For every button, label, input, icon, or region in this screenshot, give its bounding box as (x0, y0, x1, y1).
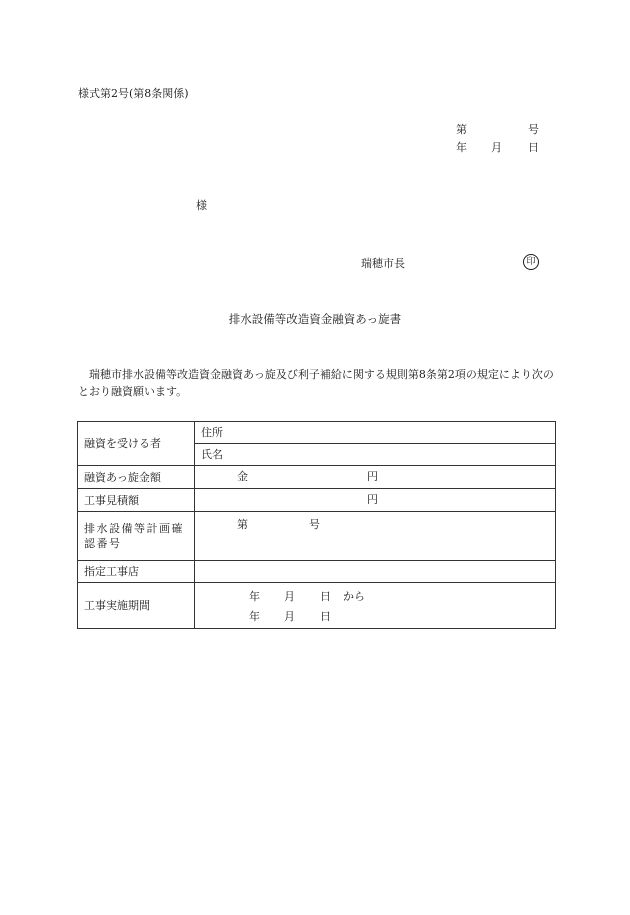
period-label: 工事実施期間 (78, 583, 195, 629)
period-start-year: 年 (249, 590, 260, 603)
loan-amount-label: 融資あっ旋金額 (78, 466, 195, 489)
plan-number-prefix: 第 (237, 518, 248, 531)
address-label: 住所 (201, 426, 223, 439)
period-start-month: 月 (284, 590, 295, 603)
loan-details-table (77, 421, 556, 629)
form-number: 様式第2号(第8条関係) (78, 87, 189, 100)
document-number-suffix: 号 (528, 123, 539, 136)
table-row (78, 512, 556, 561)
table-row (78, 561, 556, 583)
table-row (78, 466, 556, 489)
contractor-label: 指定工事店 (78, 561, 195, 583)
date-day-label: 日 (528, 141, 539, 154)
issuer-name: 瑞穂市長 (361, 257, 405, 270)
plan-confirmation-label: 排水設備等計画確認番号 (78, 512, 195, 561)
period-start-day: 日 (320, 590, 331, 603)
address-field[interactable] (195, 422, 556, 444)
period-from-label: から (343, 590, 365, 603)
period-field[interactable] (195, 583, 556, 629)
date-year-label: 年 (456, 141, 467, 154)
table-row (78, 422, 556, 444)
table-row (78, 583, 556, 629)
plan-number-suffix: 号 (309, 518, 320, 531)
table-row (78, 489, 556, 512)
estimate-field[interactable] (195, 489, 556, 512)
loan-amount-field[interactable] (195, 466, 556, 489)
loan-amount-unit: 円 (367, 470, 378, 483)
period-end-year: 年 (249, 610, 260, 623)
period-end-month: 月 (284, 610, 295, 623)
plan-number-field[interactable] (195, 512, 556, 561)
period-end-day: 日 (320, 610, 331, 623)
loan-amount-prefix: 金 (237, 470, 248, 483)
estimate-label: 工事見積額 (78, 489, 195, 512)
seal-icon: 印 (523, 254, 539, 270)
addressee-suffix: 様 (196, 199, 207, 212)
document-number-label: 第 (456, 123, 467, 136)
estimate-unit: 円 (367, 493, 378, 506)
date-month-label: 月 (491, 141, 502, 154)
contractor-field[interactable] (195, 561, 556, 583)
borrower-label: 融資を受ける者 (78, 422, 195, 466)
document-title: 排水設備等改造資金融資あっ旋書 (228, 312, 402, 326)
name-label: 氏名 (201, 448, 223, 461)
body-paragraph: 瑞穂市排水設備等改造資金融資あっ旋及び利子補給に関する規則第8条第2項の規定により次のとおり融資願います。 (78, 368, 554, 398)
name-field[interactable] (195, 444, 556, 466)
